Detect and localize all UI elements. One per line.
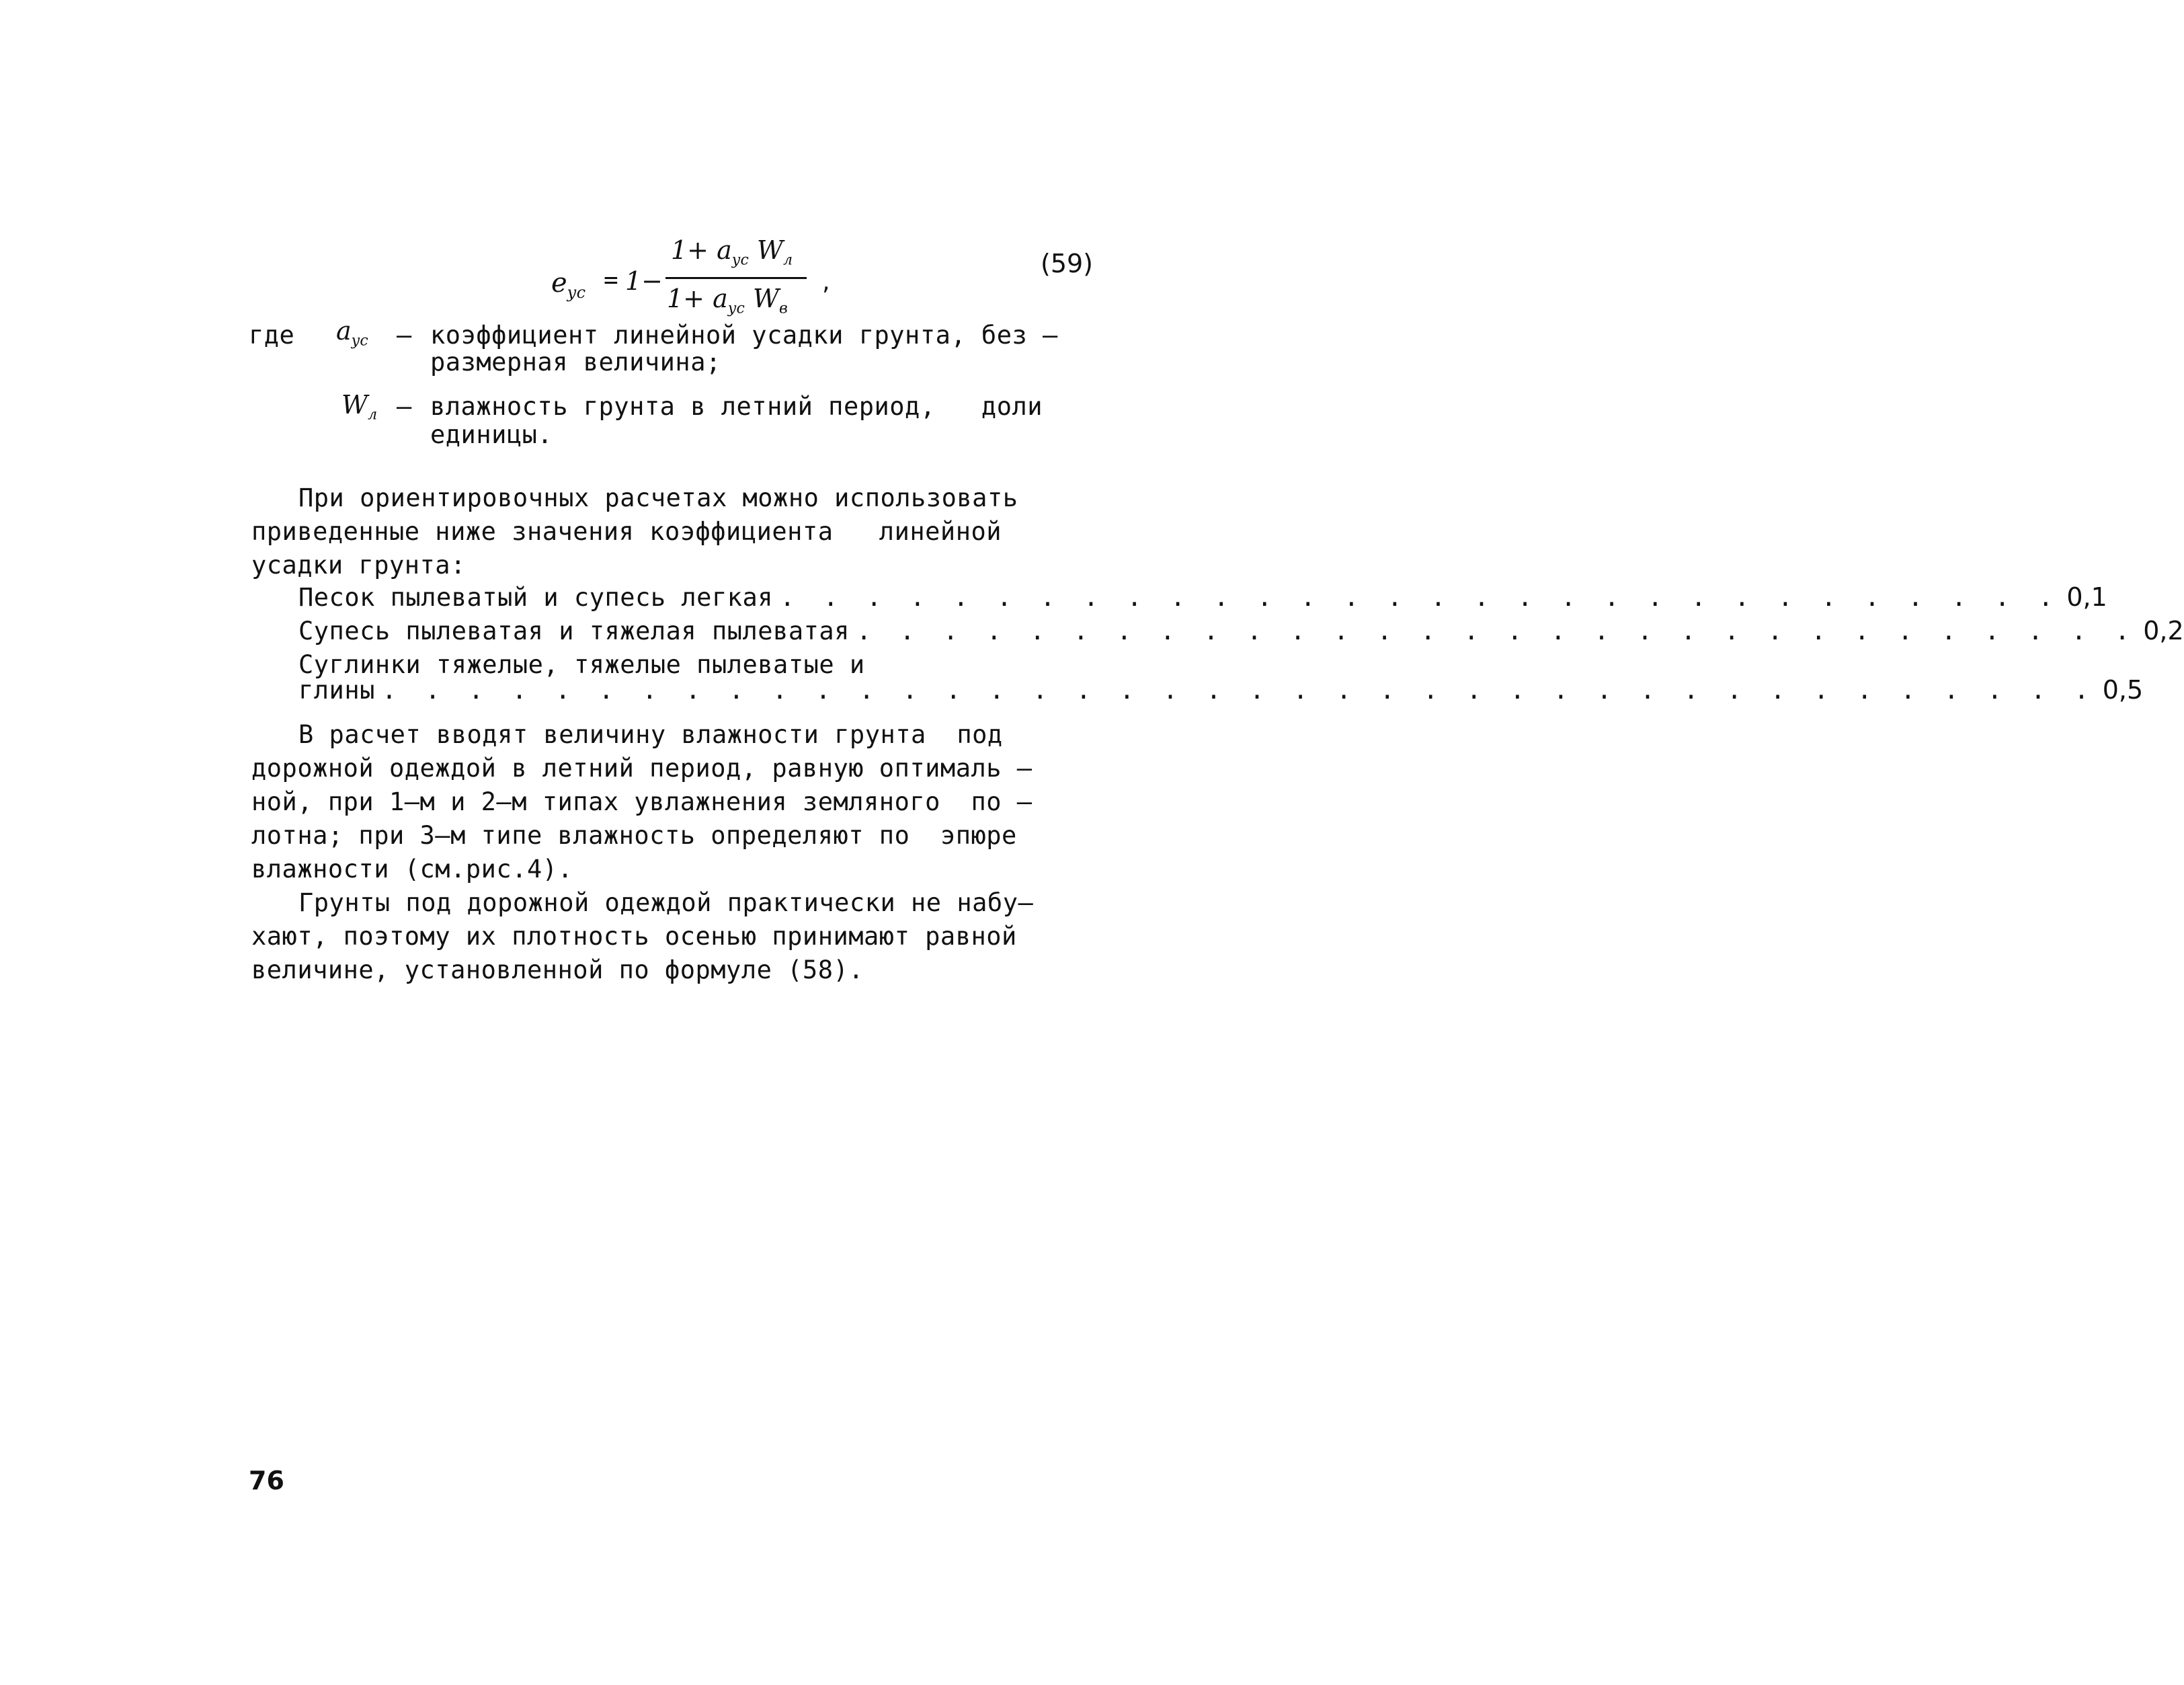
definition-dash: – xyxy=(397,321,412,350)
definition-a-us-line1: коэффициент линейной усадки грунта, без – xyxy=(430,321,1058,350)
coefficient-value: 0,5 xyxy=(2102,675,2144,705)
paragraph2-line4: лотна; при 3–м типе влажность определяют по эпюре xyxy=(251,821,1017,850)
formula-lhs: $e_{ус}$ xyxy=(551,268,586,302)
paragraph3-line3: величине, установленной по формуле (58). xyxy=(251,955,864,984)
coefficient-label: Песок пылеватый и супесь легкая xyxy=(298,583,774,612)
paragraph1-line3: усадки грунта: xyxy=(251,551,466,580)
definition-w-l-line2: единицы. xyxy=(430,420,553,449)
formula-equals: = xyxy=(604,266,618,294)
formula-one-minus: 1− xyxy=(625,266,663,296)
paragraph3-line2: хают, поэтому их плотность осенью принимают равной xyxy=(251,922,1017,951)
definition-a-us-line2: размерная величина; xyxy=(430,348,721,377)
coefficient-value: 0,2 xyxy=(2143,616,2184,645)
fraction-bar xyxy=(665,277,807,279)
definition-dash: – xyxy=(397,392,412,421)
formula-denominator: $1+ a_{ус}$ $W_в$ xyxy=(667,284,788,317)
page-number: 76 xyxy=(249,1466,284,1495)
paragraph2-line3: ной, при 1–м и 2–м типах увлажнения земляного по – xyxy=(251,787,1033,816)
coefficient-label-loam-line1: Суглинки тяжелые, тяжелые пылеватые и xyxy=(298,650,865,679)
paragraph1-line1: При ориентировочных расчетах можно использовать xyxy=(298,483,1018,512)
formula-numerator: $1+ a_{ус}$ $W_л$ xyxy=(671,235,793,269)
formula-59 xyxy=(551,235,834,316)
paragraph2-line5: влажности (см.рис.4). xyxy=(251,855,573,884)
coefficient-label: глины xyxy=(298,676,375,705)
definition-w-l-line1: влажность грунта в летний период, доли xyxy=(430,392,1043,421)
coefficient-value: 0,1 xyxy=(2066,582,2107,612)
formula-comma: , xyxy=(820,272,833,295)
equation-number: (59) xyxy=(1041,249,1094,278)
leader-dots: . . . . . . . . . . . . . . . . . . . . . . . . . . . . . . xyxy=(856,617,2137,645)
paragraph3-line1: Грунты под дорожной одеждой практически не набу– xyxy=(298,888,1034,917)
paragraph1-line2: приведенные ниже значения коэффициента линейной xyxy=(251,517,1002,546)
symbol-w-l: $W_л$ xyxy=(341,390,378,424)
coefficient-label: Супесь пылеватая и тяжелая пылеватая xyxy=(298,617,850,645)
leader-dots: . . . . . . . . . . . . . . . . . . . . . . . . . . . . . . xyxy=(780,583,2060,612)
coefficient-row-loam-clay xyxy=(298,675,2144,709)
symbol-a-us: $a_{ус}$ xyxy=(336,316,368,350)
paragraph2-line1: В расчет вводят величину влажности грунта под xyxy=(298,720,1003,749)
coefficient-row-sandy-loam xyxy=(298,616,2184,650)
where-label: где xyxy=(249,321,295,350)
leader-dots: . . . . . . . . . . . . . . . . . . . . . . . . . . . . . . . . . . . . . . . . xyxy=(381,676,2096,705)
coefficient-row-sand xyxy=(298,582,2107,616)
paragraph2-line2: дорожной одеждой в летний период, равную оптималь – xyxy=(251,754,1033,783)
